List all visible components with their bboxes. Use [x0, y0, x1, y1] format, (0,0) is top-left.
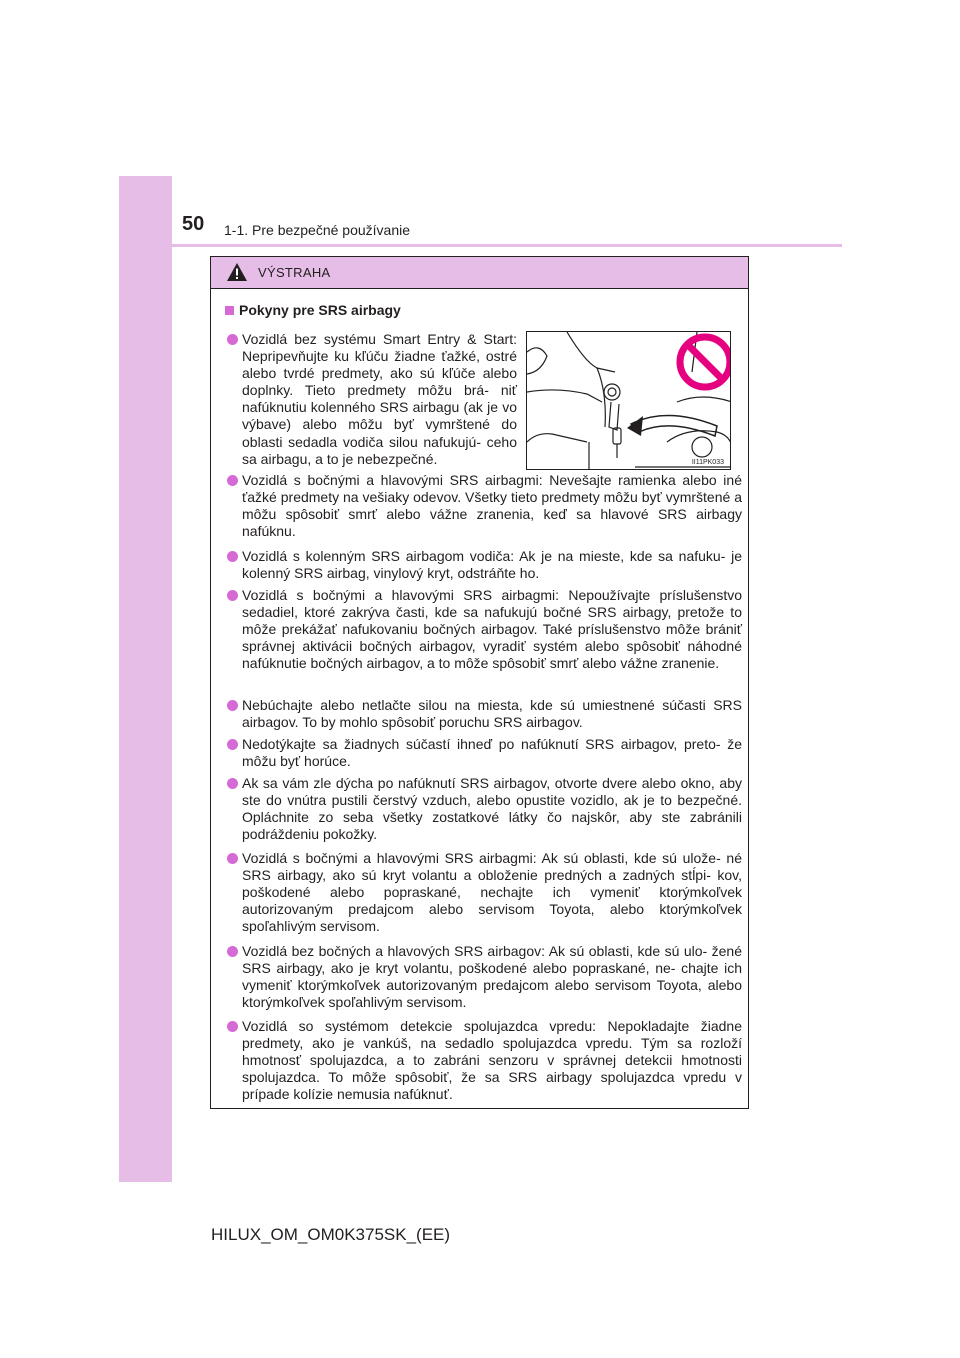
- list-item: Ak sa vám zle dýcha po nafúknutí SRS airbagov, otvorte dvere alebo okno, aby ste do vnútra pustili čerstvý vzduch, alebo opustite vozidlo, ak je to bezpečné. Opláchnite zo seba všetky zostatkové látky čo najskôr, aby ste zabránili podráždeniu pokožky.: [242, 775, 742, 843]
- list-item: Vozidlá bez systému Smart Entry & Start: Nepripevňujte ku kľúču žiadne ťažké, ostré alebo tvrdé predmety, ako sú kľúče alebo doplnky. Tieto predmety môžu brá- niť nafúknutiu kolenného SRS airbagu (ak je vo výbave) alebo môžu byť vymrštené do oblasti sedadla vodiča silou nafukujú- ceho sa airbagu, a to je nebezpečné.: [242, 331, 517, 468]
- square-bullet-icon: [225, 306, 234, 315]
- list-item: Vozidlá s bočnými a hlavovými SRS airbagmi: Nevešajte ramienka alebo iné ťažké predmety na vešiaky odevov. Všetky tieto predmety môžu byť vymrštené a môžu spôsobiť smrť alebo vážne zranenia, keď sa hlavové SRS airbagy nafúknu.: [242, 472, 742, 540]
- warning-box: [210, 256, 749, 1109]
- bullet-icon: [227, 700, 238, 711]
- bullet-icon: [227, 590, 238, 601]
- header-divider: [172, 244, 842, 247]
- warning-label: VÝSTRAHA: [258, 265, 331, 280]
- subheading-text: Pokyny pre SRS airbagy: [239, 302, 401, 318]
- bullet-icon: [227, 1021, 238, 1032]
- key-illustration: [526, 331, 731, 470]
- key-on-ignition-drawing: [527, 332, 731, 470]
- bullet-icon: [227, 946, 238, 957]
- page-number: 50: [182, 213, 205, 235]
- warning-triangle-icon: [226, 262, 248, 282]
- list-item: Nedotýkajte sa žiadnych súčastí ihneď po nafúknutí SRS airbagov, preto- že môžu byť horúce.: [242, 736, 742, 770]
- bullet-icon: [227, 334, 238, 345]
- warning-header: [211, 257, 748, 289]
- bullet-icon: [227, 778, 238, 789]
- list-item: Vozidlá so systémom detekcie spolujazdca vpredu: Nepokladajte žiadne predmety, ako je vankúš, na sedadlo spolujazdca vpredu. Tým sa rozloží hmotnosť spolujazdca, a to zabráni senzoru v správnej detekcii hmotnosti spolujazdca. To môže spôsobiť, že sa SRS airbagy spolujazdca vpredu v prípade kolízie nemusia nafúknuť.: [242, 1018, 742, 1103]
- list-item: Vozidlá s bočnými a hlavovými SRS airbagmi: Ak sú oblasti, kde sú ulože- né SRS airbagy, ako sú kryt volantu a obloženie predných a zadných stĺpi- kov, poškodené alebo popraskané, nechajte ich vymeniť ktorýmkoľvek autorizovaným predajcom alebo servisom Toyota, alebo ktorýmkoľvek spoľahlivým servisom.: [242, 850, 742, 935]
- list-item: Vozidlá bez bočných a hlavových SRS airbagov: Ak sú oblasti, kde sú ulo- žené SRS airbagy, ako je kryt volantu, poškodené alebo popraskané, ne- chajte ich vymeniť ktorýmkoľvek autorizovaným predajcom alebo servisom Toyota, alebo ktorýmkoľvek spoľahlivým servisom.: [242, 943, 742, 1011]
- bullet-icon: [227, 475, 238, 486]
- list-item: Vozidlá s kolenným SRS airbagom vodiča: Ak je na mieste, kde sa nafuku- je kolenný SRS airbag, vinylový kryt, odstráňte ho.: [242, 548, 742, 582]
- bullet-icon: [227, 853, 238, 864]
- prohibition-icon: [680, 337, 730, 387]
- warning-subheading: [225, 302, 401, 318]
- section-title: 1-1. Pre bezpečné používanie: [224, 222, 411, 238]
- illustration-code: II11PK033: [691, 459, 724, 466]
- list-item: Vozidlá s bočnými a hlavovými SRS airbagmi: Nepoužívajte príslušenstvo sedadiel, ktoré zakrýva časti, kde sa nafukujú bočné SRS airbagy, pretože to môže prekážať nafukovaniu bočných airbagov. Také príslušenstvo môže brániť správnej aktivácii bočných airbagov, vyradiť systém alebo spôsobiť náhodné nafúknutie bočných airbagov, a to môže spôsobiť smrť alebo vážne zranenie.: [242, 587, 742, 672]
- bullet-icon: [227, 551, 238, 562]
- bullet-icon: [227, 739, 238, 750]
- document-code: HILUX_OM_OM0K375SK_(EE): [211, 1225, 451, 1244]
- list-item: Nebúchajte alebo netlačte silou na miesta, kde sú umiestnené súčasti SRS airbagov. To by mohlo spôsobiť poruchu SRS airbagov.: [242, 697, 742, 731]
- chapter-sidebar-band: [119, 176, 172, 1182]
